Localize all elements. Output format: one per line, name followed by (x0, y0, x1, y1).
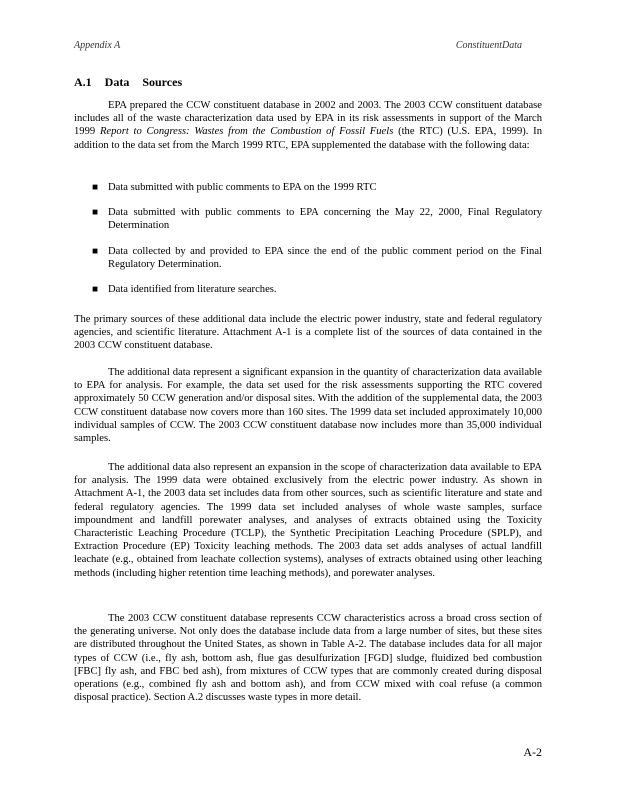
list-item (92, 283, 542, 296)
report-title: Report to Congress: Wastes from the Combustion of Fossil Fuels (99, 126, 394, 138)
bullet-text: Data identified from literature searches. (108, 284, 277, 296)
bullet-icon: ■ (92, 182, 99, 193)
paragraph-5: The 2003 CCW constituent database represents CCW characteristics across a broad cross section of the generating universe. Not only does the database include data from a large number of sites, but these sites are distributed throughout the United States, as shown in Table A-2. The database includes data for all major types of CCW (i.e., fly ash, bottom ash, flue gas desulfurization [FGD] sludge, fluidized bed combustion [FBC] fly ash, and FBC bed ash), from mixtures of CCW types that are commonly created during disposal operations (e.g., combined fly ash and bottom ash), and from CCW mixed with coal refuse (a common disposal practice). Section A.2 discusses waste types in more detail. (74, 613, 542, 704)
paragraph-1-part-2: (the RTC) (U.S. EPA, 1999). In addition to the data set from the March 1999 RTC, EPA supplemented the database with the following data: (74, 126, 542, 151)
bullet-text: Data collected by and provided to EPA since the end of the public comment period on the Final Regulatory Determination. (108, 245, 542, 270)
header-left: Appendix A (74, 40, 121, 51)
list-item (92, 206, 542, 232)
bullet-text: Data submitted with public comments to EPA on the 1999 RTC (108, 182, 377, 193)
bullet-icon: ■ (92, 284, 99, 296)
paragraph-1 (74, 99, 542, 152)
paragraph-3: The additional data represent a significant expansion in the quantity of characterization data available to EPA for analysis. For example, the data set used for the risk assessments supporting the RTC covered approximately 50 CCW generation and/or disposal sites. With the addition of the supplemental data, the 2003 CCW constituent database now covers more than 160 sites. The 1999 data set included approximately 10,000 individual samples of CCW. The 2003 CCW constituent database now includes more than 35,000 individual samples. (74, 367, 542, 445)
list-item (92, 181, 542, 194)
section-title: A.1 Data Sources (74, 75, 183, 89)
page-number: A-2 (523, 745, 542, 759)
paragraph-2: The primary sources of these additional data include the electric power industry, state and federal regulatory agencies, and scientific literature. Attachment A-1 is a complete list of the sources of data contained in the 2003 CCW constituent database. (74, 314, 542, 352)
header-right: ConstituentData (455, 40, 522, 51)
bullet-text: Data submitted with public comments to EPA concerning the May 22, 2000, Final Regulatory Determination (108, 207, 542, 232)
list-item (92, 245, 542, 271)
bullet-list (92, 181, 542, 308)
paragraph-1-part-1: EPA prepared the CCW constituent database in 2002 and 2003. The 2003 CCW constituent database includes all of the waste characterization data used by EPA in its risk assessments in support of the March 1999 (74, 100, 542, 138)
bullet-icon: ■ (92, 207, 99, 219)
bullet-icon: ■ (92, 245, 99, 257)
paragraph-4: The additional data also represent an expansion in the scope of characterization data available to EPA for analysis. The 1999 data were obtained exclusively from the electric power industry. As shown in Attachment A-1, the 2003 data set includes data from other sources, such as scientific literature and state and federal regulatory agencies. The 1999 data set included analyses of whole waste samples, surface impoundment and landfill porewater analyses, and analyses of extracts obtained using the Toxicity Characteristic Leaching Procedure (TCLP), the Synthetic Precipitation Leaching Procedure (SPLP), and Extraction Procedure (EP) Toxicity leaching methods. The 2003 data set adds analyses of actual landfill leachate (e.g., obtained from leachate collection systems), analyses of extracts obtained using other leaching methods (including higher retention time leaching methods), and porewater analyses. (74, 462, 542, 579)
